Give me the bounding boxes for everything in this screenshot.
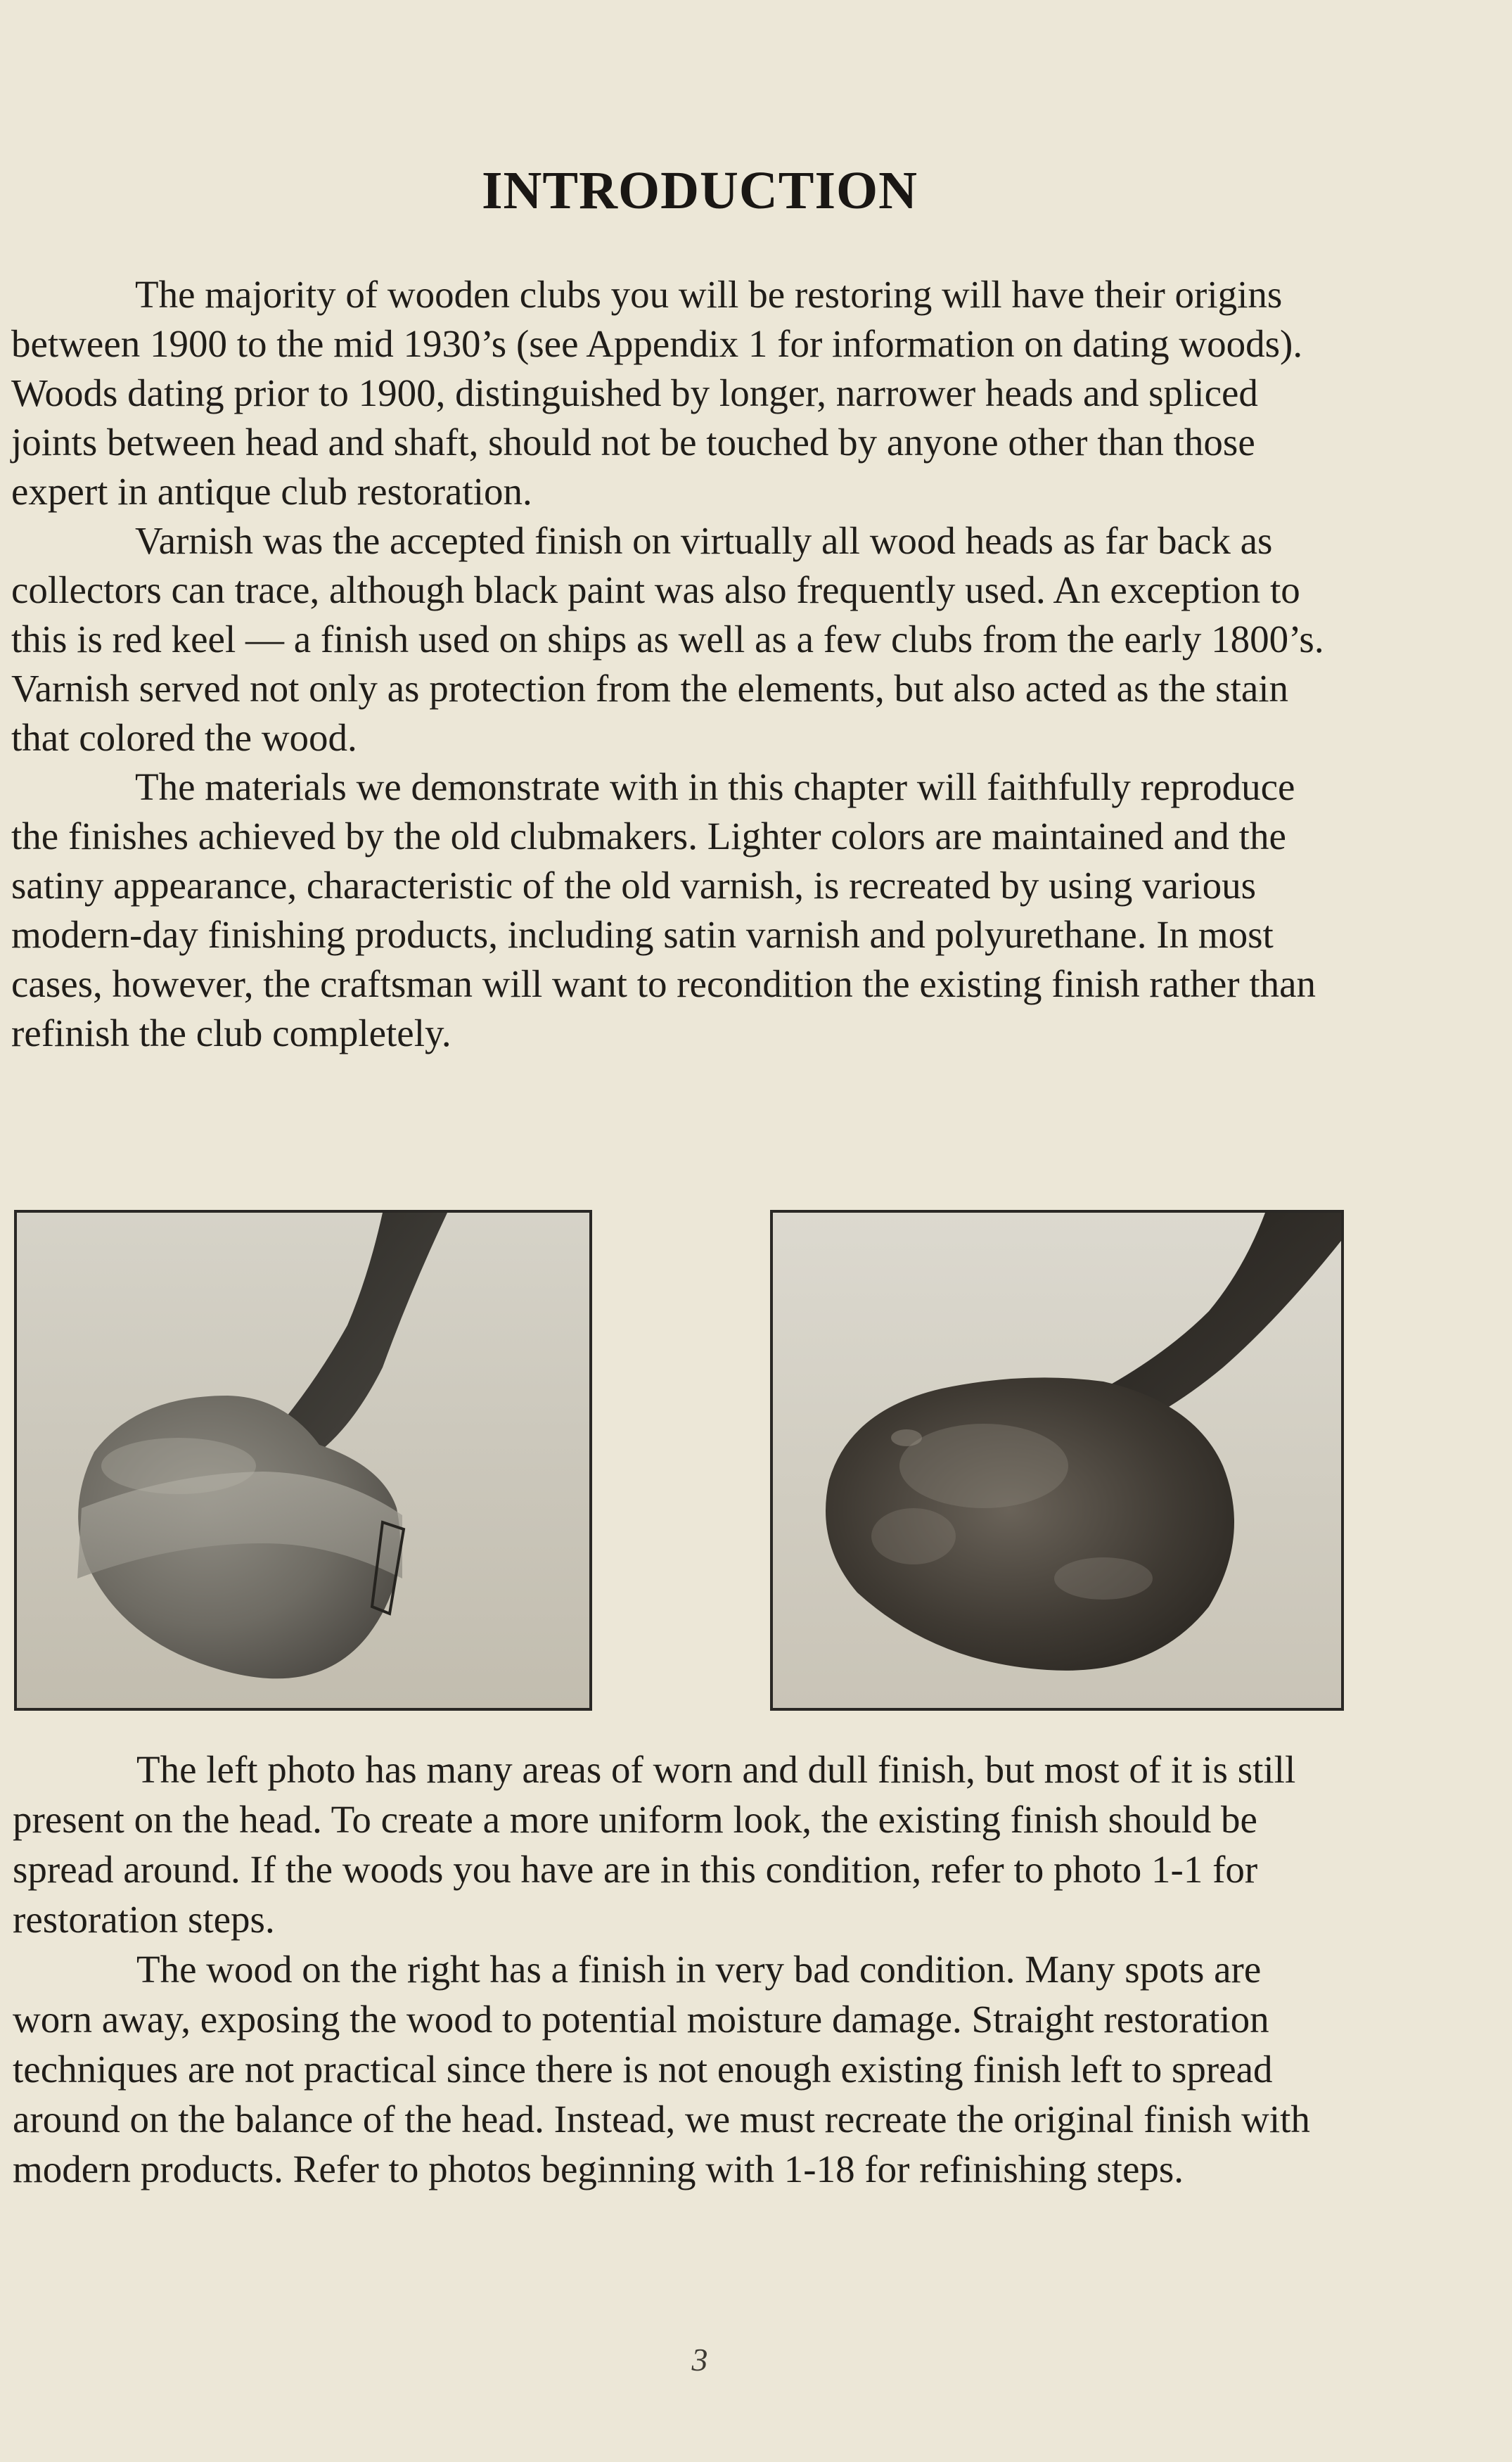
worn-club-head-image: [17, 1213, 589, 1708]
intro-paragraph-3: The materials we demonstrate with in this chapter will faithfully reproduce the finishes achieved by the old clubmakers. Lighter colors are maintained and the satiny appearance, characteristic of the old varnish, is recreated by using various modern-day finishing products, including satin varnish and polyurethane. In most cases, however, the craftsman will want to recondition the existing finish rather than refinish the club completely.: [11, 765, 1316, 1054]
page-number: 3: [691, 2342, 708, 2378]
bad-finish-club-head-image: [773, 1213, 1341, 1708]
intro-text: [11, 270, 1347, 1058]
intro-paragraph-2: Varnish was the accepted finish on virtually all wood heads as far back as collectors can trace, although black paint was also frequently used. An exception to this is red keel — a finish used on ships as well as a few clubs from the early 1800’s. Varnish served not only as protection from the elements, but also acted as the stain that colored the wood.: [11, 519, 1324, 759]
caption-paragraph-2: The wood on the right has a finish in very bad condition. Many spots are worn away, exposing the wood to potential moisture damage. Straight restoration techniques are not practical since there is not enough existing finish left to spread around on the balance of the head. Instead, we must recreate the original finish with modern products. Refer to photos beginning with 1-18 for refinishing steps.: [13, 1948, 1310, 2190]
left-club-photo: [14, 1210, 592, 1711]
intro-paragraph-1: The majority of wooden clubs you will be restoring will have their origins between 1900 to the mid 1930’s (see Appendix 1 for information on dating woods). Woods dating prior to 1900, distinguished by longer, narrower heads and spliced joints between head and shaft, should not be touched by anyone other than those expert in antique club restoration.: [11, 273, 1303, 513]
right-club-photo: [770, 1210, 1344, 1711]
caption-paragraph-1: The left photo has many areas of worn and dull finish, but most of it is still present on the head. To create a more uniform look, the existing finish should be spread around. If the woods you have are in this condition, refer to photo 1-1 for restoration steps.: [13, 1748, 1296, 1941]
page-title: INTRODUCTION: [481, 161, 918, 220]
photo-caption-text: [13, 1745, 1349, 2194]
